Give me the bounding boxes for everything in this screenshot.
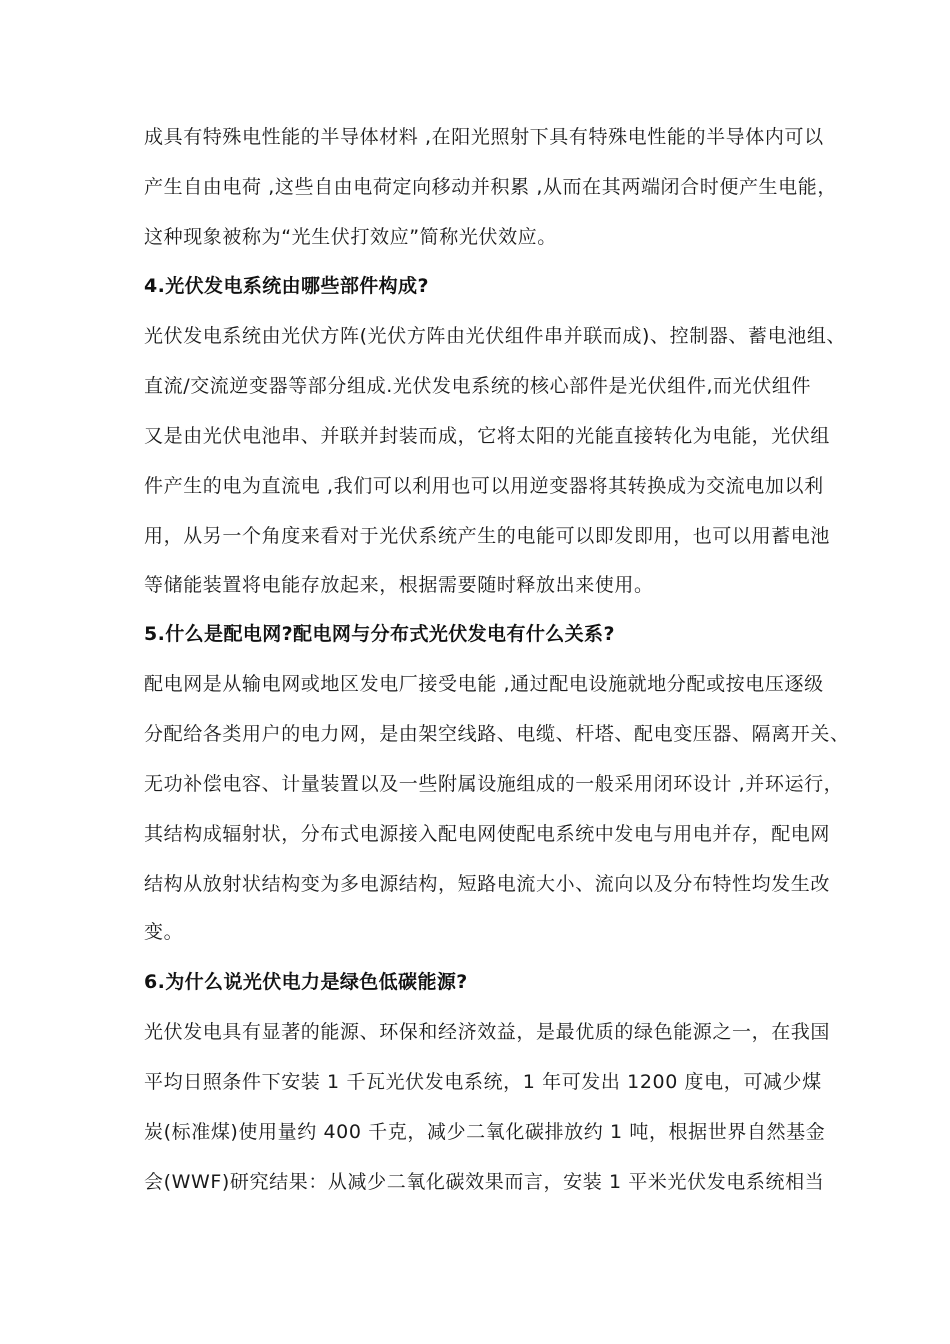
paragraph-line: 结构从放射状结构变为多电源结构，短路电流大小、流向以及分布特性均发生改 [144,873,831,895]
paragraph-line: 分配给各类用户的电力网，是由架空线路、电缆、杆塔、配电变压器、隔离开关、 [144,723,850,745]
paragraph-line: 件产生的电为直流电 ,我们可以利用也可以用逆变器将其转换成为交流电加以利 [144,475,824,497]
section-heading-6: 6.为什么说光伏电力是绿色低碳能源? [144,971,468,993]
paragraph-line: 其结构成辐射状，分布式电源接入配电网使配电系统中发电与用电并存，配电网 [144,823,831,845]
paragraph-line: 会(WWF)研究结果：从减少二氧化碳效果而言，安装 1 平米光伏发电系统相当 [144,1171,825,1193]
section-heading-4: 4.光伏发电系统由哪些部件构成? [144,275,429,297]
paragraph-line: 用，从另一个角度来看对于光伏系统产生的电能可以即发即用，也可以用蓄电池 [144,525,831,547]
paragraph-line: 又是由光伏电池串、并联并封装而成，它将太阳的光能直接转化为电能，光伏组 [144,425,831,447]
intro-line: 这种现象被称为“光生伏打效应”简称光伏效应。 [144,226,557,248]
paragraph-line: 光伏发电具有显著的能源、环保和经济效益，是最优质的绿色能源之一，在我国 [144,1021,831,1043]
intro-line: 产生自由电荷 ,这些自由电荷定向移动并积累 ,从而在其两端闭合时便产生电能， [144,176,837,198]
paragraph-line: 平均日照条件下安装 1 千瓦光伏发电系统，1 年可发出 1200 度电，可减少煤 [144,1071,822,1093]
intro-line: 成具有特殊电性能的半导体材料 ,在阳光照射下具有特殊电性能的半导体内可以 [144,126,824,148]
paragraph-line: 变。 [144,921,184,943]
paragraph-line: 配电网是从输电网或地区发电厂接受电能 ,通过配电设施就地分配或按电压逐级 [144,673,824,695]
paragraph-line: 等储能装置将电能存放起来，根据需要随时释放出来使用。 [144,574,654,596]
paragraph-line: 光伏发电系统由光伏方阵(光伏方阵由光伏组件串并联而成)、控制器、蓄电池组、 [144,325,847,347]
paragraph-line: 直流/交流逆变器等部分组成.光伏发电系统的核心部件是光伏组件,而光伏组件 [144,375,812,397]
section-heading-5: 5.什么是配电网?配电网与分布式光伏发电有什么关系? [144,623,615,645]
paragraph-line: 炭(标准煤)使用量约 400 千克，减少二氧化碳排放约 1 吨，根据世界自然基金 [144,1121,826,1143]
paragraph-line: 无功补偿电容、计量装置以及一些附属设施组成的一般采用闭环设计 ,并环运行， [144,773,844,795]
